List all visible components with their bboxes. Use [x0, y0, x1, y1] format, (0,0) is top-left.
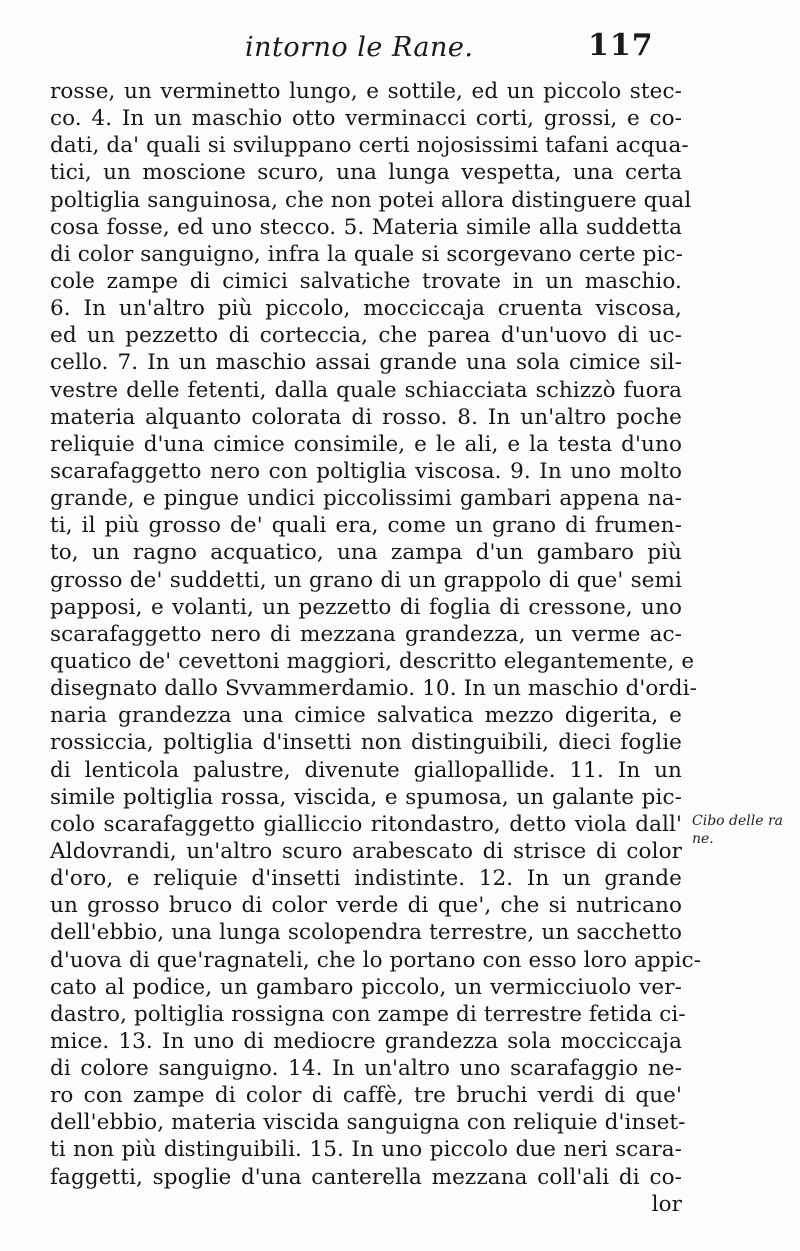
- text-line: Aldovrandi, un'altro scuro arabescato di strisce di color: [50, 838, 682, 864]
- text-line: naria grandezza una cimice salvatica mezzo digerita, e: [50, 703, 682, 729]
- text-line: d'uova di que'ragnateli, che lo portano con esso loro appic-: [50, 947, 702, 973]
- text-line: tici, un moscione scuro, una lunga vespetta, una certa: [50, 160, 682, 186]
- text-line: co. 4. In un maschio otto verminacci corti, grossi, e co-: [50, 106, 682, 132]
- text-line: ed un pezzetto di corteccia, che parea d'un'uovo di uc-: [50, 323, 682, 349]
- catchword: lor: [651, 1191, 682, 1217]
- marginal-note: Cibo delle ra ne.: [692, 813, 784, 847]
- text-line: ti, il più grosso de' quali era, come un grano di frumen-: [50, 513, 682, 539]
- text-line: di colore sanguigno. 14. In un'altro uno scarafaggio ne-: [50, 1056, 682, 1082]
- page-number: 117: [588, 28, 654, 63]
- text-line: scarafaggetto nero con poltiglia viscosa. 9. In uno molto: [50, 458, 682, 484]
- text-line: scarafaggetto nero di mezzana grandezza, un verme ac-: [50, 621, 682, 647]
- text-line: dell'ebbio, materia viscida sanguigna con reliquie d'inset-: [50, 1110, 686, 1136]
- text-line: d'oro, e reliquie d'insetti indistinte. 12. In un grande: [50, 866, 682, 892]
- text-line: ro con zampe di color di caffè, tre bruchi verdi di que': [50, 1083, 682, 1109]
- text-line: cato al podice, un gambaro piccolo, un vermicciuolo ver-: [50, 974, 682, 1000]
- text-line: papposi, e volanti, un pezzetto di foglia di cressone, uno: [50, 594, 682, 620]
- text-line: ti non più distinguibili. 15. In uno piccolo due neri scara-: [50, 1137, 682, 1163]
- text-line: quatico de' cevettoni maggiori, descritto elegantemente, e: [50, 648, 695, 674]
- text-line: grande, e pingue undici piccolissimi gambari appena na-: [50, 486, 682, 512]
- text-line: faggetti, spoglie d'una canterella mezzana coll'ali di co-: [50, 1164, 682, 1190]
- text-line: poltiglia sanguinosa, che non potei allora distinguere qual: [50, 187, 692, 213]
- text-line: colo scarafaggetto gialliccio ritondastro, detto viola dall': [50, 811, 682, 837]
- page-header: [0, 26, 800, 70]
- text-line: cosa fosse, ed uno stecco. 5. Materia simile alla suddetta: [50, 214, 682, 240]
- text-line: dell'ebbio, una lunga scolopendra terrestre, un sacchetto: [50, 920, 682, 946]
- text-line: vestre delle fetenti, dalla quale schiacciata schizzò fuora: [50, 377, 682, 403]
- body-text: [50, 78, 702, 1218]
- text-line: materia alquanto colorata di rosso. 8. In un'altro poche: [50, 404, 682, 430]
- text-line: to, un ragno acquatico, una zampa d'un gambaro più: [50, 540, 682, 566]
- running-title: intorno le Rane.: [245, 32, 474, 63]
- text-line: di color sanguigno, infra la quale si scorgevano certe pic-: [50, 241, 684, 267]
- text-line: cole zampe di cimici salvatiche trovate in un maschio.: [50, 268, 682, 294]
- text-line: dastro, poltiglia rossigna con zampe di terrestre fetida ci-: [50, 1001, 686, 1027]
- text-line: reliquie d'una cimice consimile, e le ali, e la testa d'uno: [50, 431, 682, 457]
- text-line: cello. 7. In un maschio assai grande una sola cimice sil-: [50, 350, 682, 376]
- text-line: rosse, un verminetto lungo, e sottile, ed un piccolo stec-: [50, 79, 682, 104]
- text-line: un grosso bruco di color verde di que', che si nutricano: [50, 893, 682, 919]
- text-line: mice. 13. In uno di mediocre grandezza sola mocciccaja: [50, 1028, 682, 1054]
- text-line: 6. In un'altro più piccolo, mocciccaja cruenta viscosa,: [50, 296, 682, 322]
- text-line: disegnato dallo Svvammerdamio. 10. In un maschio d'ordi-: [50, 676, 697, 702]
- text-line: dati, da' quali si sviluppano certi nojosissimi tafani acqua-: [50, 133, 689, 159]
- text-line: simile poltiglia rossa, viscida, e spumosa, un galante pic-: [50, 784, 682, 810]
- text-line: grosso de' suddetti, un grano di un grappolo di que' semi: [50, 567, 682, 593]
- text-line: di lenticola palustre, divenute giallopallide. 11. In un: [50, 757, 682, 783]
- text-line: rossiccia, poltiglia d'insetti non distinguibili, dieci foglie: [50, 730, 682, 756]
